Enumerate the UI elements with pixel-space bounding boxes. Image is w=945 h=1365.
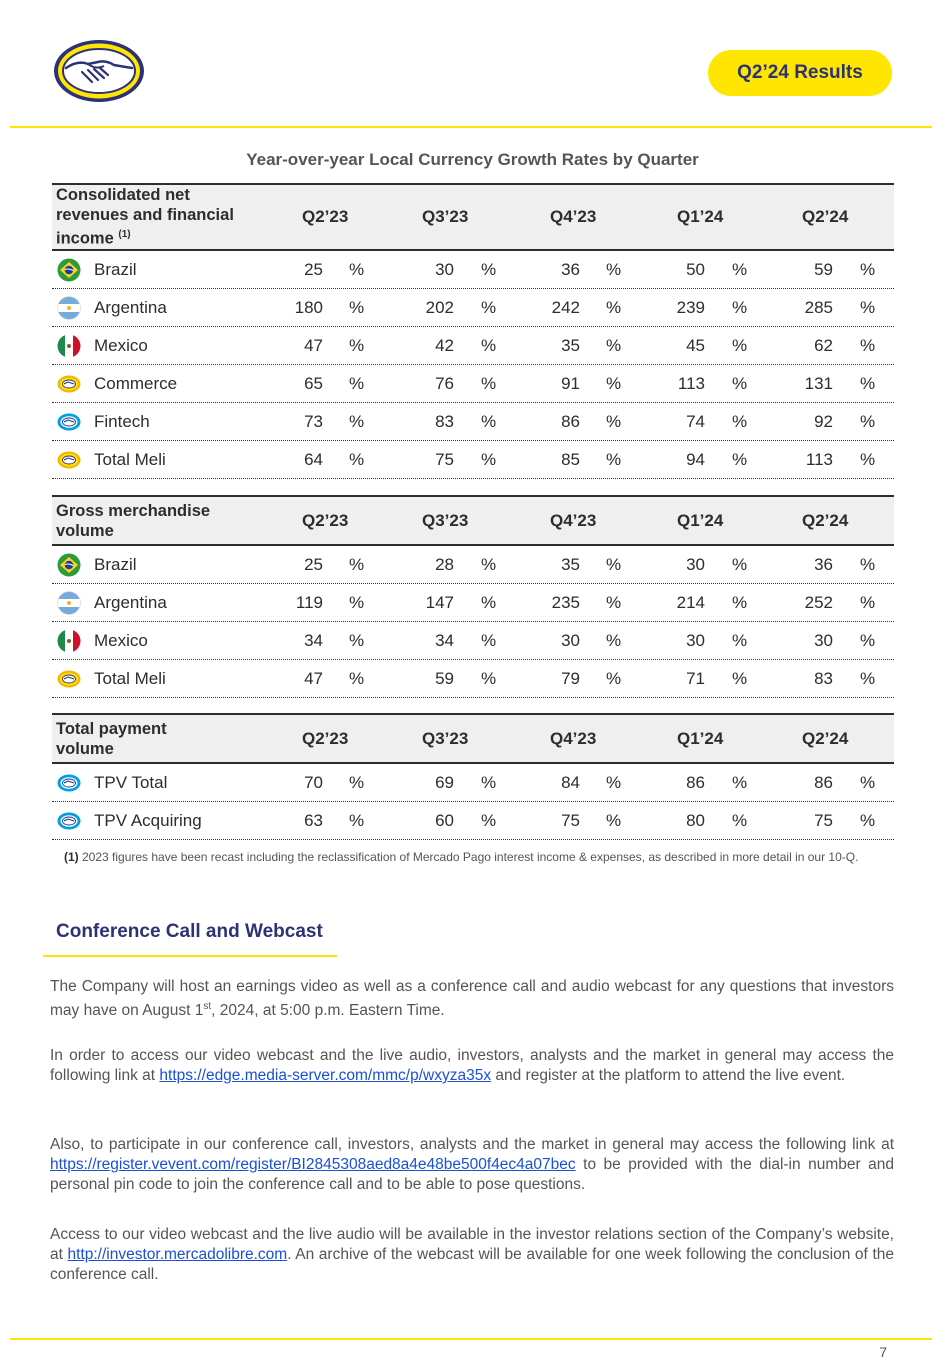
cell-value: 42 xyxy=(435,336,454,355)
table-row xyxy=(52,403,894,441)
fintech-logo-icon xyxy=(57,809,81,833)
cell-value: 86 xyxy=(814,773,833,792)
percent-sign: % xyxy=(606,773,622,792)
cell-value: 113 xyxy=(805,450,833,469)
cell-value: 35 xyxy=(561,555,580,574)
table-row xyxy=(52,764,894,802)
commerce-logo-icon xyxy=(57,372,81,396)
percent-sign: % xyxy=(860,298,876,317)
percent-sign: % xyxy=(860,631,876,650)
column-header: Q4’23 xyxy=(550,510,597,530)
cell-value: 131 xyxy=(804,374,833,393)
cell-value: 75 xyxy=(814,811,833,830)
cell-value: 75 xyxy=(561,811,580,830)
cell-value: 180 xyxy=(294,298,323,317)
column-header: Q4’23 xyxy=(550,207,597,226)
argentina-flag-icon xyxy=(57,591,81,615)
row-label: Commerce xyxy=(94,374,178,393)
percent-sign: % xyxy=(732,773,748,792)
percent-sign: % xyxy=(349,555,365,574)
cell-value: 285 xyxy=(804,298,833,317)
percent-sign: % xyxy=(481,811,497,830)
percent-sign: % xyxy=(481,450,497,469)
meli-logo-icon xyxy=(57,448,81,472)
percent-sign: % xyxy=(606,298,622,317)
cell-value: 36 xyxy=(814,555,833,574)
row-label: Fintech xyxy=(94,412,150,431)
percent-sign: % xyxy=(732,593,748,612)
table-row xyxy=(52,660,894,698)
cell-value: 202 xyxy=(425,298,454,317)
percent-sign: % xyxy=(860,374,876,393)
table-row xyxy=(52,251,894,289)
percent-sign: % xyxy=(349,450,365,469)
results-badge: Q2’24 Results xyxy=(708,50,892,96)
percent-sign: % xyxy=(860,450,876,469)
row-label: TPV Total xyxy=(94,773,168,792)
percent-sign: % xyxy=(860,773,876,792)
cell-value: 239 xyxy=(676,298,705,317)
percent-sign: % xyxy=(481,631,497,650)
table-row xyxy=(52,289,894,327)
cell-value: 30 xyxy=(814,631,833,650)
cell-value: 86 xyxy=(686,773,705,792)
paragraph-schedule: The Company will host an earnings video as well as a conference call and audio webcast for any questions that investors may have on August 1st, 2024, at 5:00 p.m. Eastern Time. xyxy=(50,978,894,1020)
cell-value: 45 xyxy=(686,336,705,355)
table-row xyxy=(52,584,894,622)
percent-sign: % xyxy=(349,374,365,393)
cell-value: 64 xyxy=(304,450,323,469)
percent-sign: % xyxy=(606,669,622,688)
page-number: 7 xyxy=(879,1344,887,1360)
percent-sign: % xyxy=(481,669,497,688)
table-header-label: Consolidated net revenues and financial income $^{(1)}$ xyxy=(56,186,234,248)
column-header: Q1’24 xyxy=(677,728,724,748)
section-title: Conference Call and Webcast xyxy=(56,921,323,942)
percent-sign: % xyxy=(481,773,497,792)
cell-value: 84 xyxy=(561,773,580,792)
cell-value: 25 xyxy=(304,260,323,279)
cell-value: 36 xyxy=(561,260,580,279)
percent-sign: % xyxy=(349,631,365,650)
table-row xyxy=(52,441,894,479)
column-header: Q4’23 xyxy=(550,728,597,748)
row-label: Argentina xyxy=(94,593,167,612)
cell-value: 119 xyxy=(295,593,323,612)
cell-value: 30 xyxy=(435,260,454,279)
cell-value: 85 xyxy=(561,450,580,469)
cell-value: 35 xyxy=(561,336,580,355)
row-label: TPV Acquiring xyxy=(94,811,202,830)
table-row xyxy=(52,327,894,365)
column-header: Q2’24 xyxy=(802,728,849,748)
cell-value: 242 xyxy=(551,298,580,317)
cell-value: 70 xyxy=(304,773,323,792)
header-divider xyxy=(10,126,932,128)
percent-sign: % xyxy=(860,555,876,574)
row-label: Brazil xyxy=(94,260,137,279)
cell-value: 252 xyxy=(804,593,833,612)
percent-sign: % xyxy=(481,593,497,612)
percent-sign: % xyxy=(606,811,622,830)
column-header: Q2’23 xyxy=(302,510,349,530)
meli-logo-icon xyxy=(57,667,81,691)
cell-value: 147 xyxy=(425,593,454,612)
table-header-label: Total payment volume xyxy=(56,719,167,758)
percent-sign: % xyxy=(732,374,748,393)
mexico-flag-icon xyxy=(57,334,81,358)
row-label: Mexico xyxy=(94,336,148,355)
percent-sign: % xyxy=(349,260,365,279)
percent-sign: % xyxy=(349,773,365,792)
column-header: Q3’23 xyxy=(422,728,469,748)
column-header: Q3’23 xyxy=(422,510,469,530)
cell-value: 75 xyxy=(435,450,454,469)
percent-sign: % xyxy=(860,412,876,431)
percent-sign: % xyxy=(732,260,748,279)
cell-value: 73 xyxy=(304,412,323,431)
percent-sign: % xyxy=(860,260,876,279)
paragraph-investor-relations: Access to our video webcast and the live audio will be available in the investor relations section of the Company’s website, at http://investor.mercadolibre.com. An archive of the webcast will be available for one week following the conclusion of the conference call. xyxy=(50,1226,894,1283)
row-label: Mexico xyxy=(94,631,148,650)
cell-value: 86 xyxy=(561,412,580,431)
column-header: Q2’23 xyxy=(302,728,349,748)
investor-relations-link[interactable]: http://investor.mercadolibre.com xyxy=(67,1246,288,1263)
column-header: Q2’24 xyxy=(802,207,849,226)
percent-sign: % xyxy=(349,669,365,688)
cell-value: 62 xyxy=(814,336,833,355)
percent-sign: % xyxy=(732,555,748,574)
table-row xyxy=(52,622,894,660)
percent-sign: % xyxy=(732,412,748,431)
cell-value: 65 xyxy=(304,374,323,393)
mercadolibre-logo-icon xyxy=(52,38,146,104)
cell-value: 74 xyxy=(686,412,705,431)
argentina-flag-icon xyxy=(57,296,81,320)
conference-registration-link[interactable]: https://register.vevent.com/register/BI2845308aed8a4e48be500f4ec4a07bec xyxy=(50,1156,576,1173)
percent-sign: % xyxy=(606,450,622,469)
section-underline xyxy=(43,955,337,957)
fintech-logo-icon xyxy=(57,410,81,434)
percent-sign: % xyxy=(606,336,622,355)
percent-sign: % xyxy=(349,412,365,431)
net-revenues-table xyxy=(52,183,894,479)
percent-sign: % xyxy=(606,555,622,574)
cell-value: 92 xyxy=(814,412,833,431)
cell-value: 34 xyxy=(435,631,454,650)
cell-value: 30 xyxy=(561,631,580,650)
percent-sign: % xyxy=(481,336,497,355)
cell-value: 80 xyxy=(686,811,705,830)
percent-sign: % xyxy=(481,298,497,317)
cell-value: 235 xyxy=(551,593,580,612)
paragraph-conference-call: Also, to participate in our conference call, investors, analysts and the market in general may access the following link at https://register.vevent.com/register/BI2845308aed8a4e48be500f4ec4a07bec to be provided with the dial-in number and personal pin code to join the conference call and to be able to pose questions. xyxy=(50,1136,894,1193)
percent-sign: % xyxy=(606,412,622,431)
cell-value: 214 xyxy=(676,593,705,612)
percent-sign: % xyxy=(349,336,365,355)
percent-sign: % xyxy=(732,631,748,650)
percent-sign: % xyxy=(860,593,876,612)
cell-value: 113 xyxy=(677,374,705,393)
cell-value: 69 xyxy=(435,773,454,792)
row-label: Brazil xyxy=(94,555,137,574)
cell-value: 94 xyxy=(686,450,705,469)
column-header: Q1’24 xyxy=(677,207,724,226)
percent-sign: % xyxy=(349,811,365,830)
cell-value: 28 xyxy=(435,555,454,574)
column-header: Q2’24 xyxy=(802,510,849,530)
percent-sign: % xyxy=(481,374,497,393)
row-label: Total Meli xyxy=(94,669,166,688)
cell-value: 71 xyxy=(686,669,705,688)
cell-value: 34 xyxy=(304,631,323,650)
percent-sign: % xyxy=(732,336,748,355)
webcast-link[interactable]: https://edge.media-server.com/mmc/p/wxyza35x xyxy=(159,1067,492,1084)
table-header-label: Gross merchandise volume xyxy=(56,501,211,540)
percent-sign: % xyxy=(349,298,365,317)
tpv-table xyxy=(52,713,894,840)
cell-value: 79 xyxy=(561,669,580,688)
column-header: Q2’23 xyxy=(302,207,349,226)
cell-value: 60 xyxy=(435,811,454,830)
table-header xyxy=(52,495,894,546)
cell-value: 59 xyxy=(814,260,833,279)
table-header xyxy=(52,183,894,251)
footnote: (1) 2023 figures have been recast including the reclassification of Mercado Pago interest income & expenses, as described in more detail in our 10-Q. xyxy=(64,850,859,864)
column-header: Q1’24 xyxy=(677,510,724,530)
percent-sign: % xyxy=(732,811,748,830)
fintech-logo-icon xyxy=(57,771,81,795)
percent-sign: % xyxy=(606,631,622,650)
table-row xyxy=(52,546,894,584)
percent-sign: % xyxy=(860,811,876,830)
cell-value: 25 xyxy=(304,555,323,574)
cell-value: 91 xyxy=(561,374,580,393)
percent-sign: % xyxy=(606,593,622,612)
gmv-table xyxy=(52,495,894,698)
cell-value: 83 xyxy=(814,669,833,688)
percent-sign: % xyxy=(732,450,748,469)
cell-value: 50 xyxy=(686,260,705,279)
cell-value: 30 xyxy=(686,631,705,650)
table-header xyxy=(52,713,894,764)
percent-sign: % xyxy=(732,298,748,317)
cell-value: 47 xyxy=(304,669,323,688)
percent-sign: % xyxy=(481,555,497,574)
cell-value: 59 xyxy=(435,669,454,688)
percent-sign: % xyxy=(860,336,876,355)
table-row xyxy=(52,365,894,403)
footer-divider xyxy=(10,1338,932,1340)
cell-value: 47 xyxy=(304,336,323,355)
percent-sign: % xyxy=(606,260,622,279)
column-header: Q3’23 xyxy=(422,207,469,226)
table-title: Year-over-year Local Currency Growth Rates by Quarter xyxy=(246,150,699,169)
row-label: Total Meli xyxy=(94,450,166,469)
cell-value: 83 xyxy=(435,412,454,431)
percent-sign: % xyxy=(606,374,622,393)
mexico-flag-icon xyxy=(57,629,81,653)
row-label: Argentina xyxy=(94,298,167,317)
percent-sign: % xyxy=(481,260,497,279)
percent-sign: % xyxy=(349,593,365,612)
brazil-flag-icon xyxy=(57,553,81,577)
table-row xyxy=(52,802,894,840)
percent-sign: % xyxy=(732,669,748,688)
percent-sign: % xyxy=(860,669,876,688)
brazil-flag-icon xyxy=(57,258,81,282)
cell-value: 76 xyxy=(435,374,454,393)
cell-value: 30 xyxy=(686,555,705,574)
paragraph-webcast-access: In order to access our video webcast and the live audio, investors, analysts and the market in general may access the following link at https://edge.media-server.com/mmc/p/wxyza35x and register at the platform to attend the live event. xyxy=(50,1047,894,1084)
percent-sign: % xyxy=(481,412,497,431)
cell-value: 63 xyxy=(304,811,323,830)
